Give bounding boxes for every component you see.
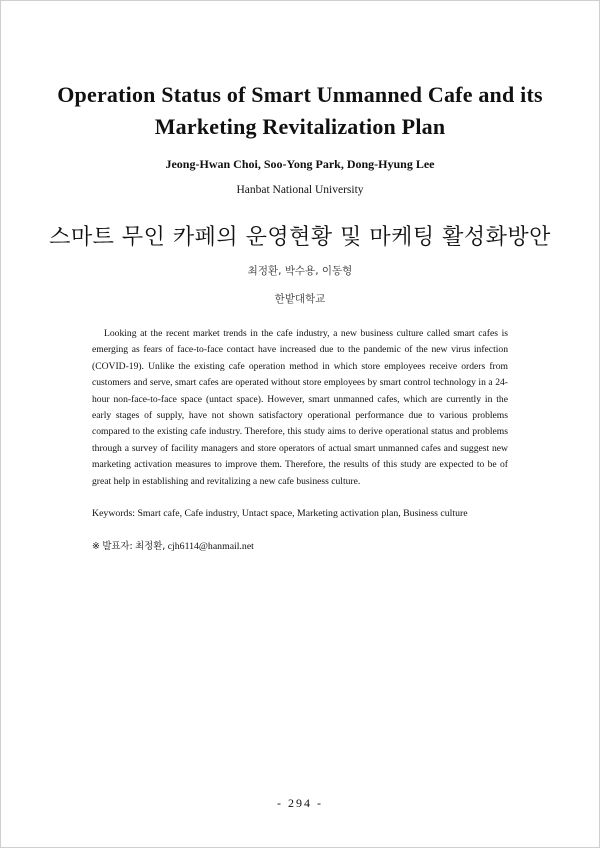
title-line-2: Marketing Revitalization Plan (154, 114, 446, 139)
abstract-paragraph: Looking at the recent market trends in the cafe industry, a new business culture called smart cafes is emerging as fears of face-to-face contact have increased due to the pandemic of the new virus infection (COVID-19). Unlike the existing cafe operation method in which store employees receive orders from customers and serve, smart cafes are operated without store employees by smart control technology in a 24-hour non-face-to-face space (untact space). However, smart unmanned cafes, which are currently in the early stages of supply, have not shown satisfactory operational performance due to various problems compared to the existing cafe industry. Therefore, this study aims to derive operational status and problems through a survey of facility managers and store operators of actual smart unmanned cafes and suggest new marketing activation measures to improve them. Therefore, the results of this study are expected to be of great help in establishing and revitalizing a new cafe business culture. (92, 328, 508, 487)
author-list: Jeong-Hwan Choi, Soo-Yong Park, Dong-Hyung Lee (165, 157, 435, 171)
title-line-1: Operation Status of Smart Unmanned Cafe and its (57, 82, 543, 107)
korean-title: 스마트 무인 카페의 운영현황 및 마케팅 활성화방안 (49, 225, 551, 250)
presenter-email: cjh6114@hanmail.net (167, 541, 254, 552)
presenter-name: 최정환, (135, 541, 166, 552)
keywords-line: Keywords: Smart cafe, Cafe industry, Untact space, Marketing activation plan, Business culture (92, 508, 468, 519)
korean-author-list: 최정환, 박수용, 이동형 (247, 265, 353, 277)
reference-mark: ※ (92, 541, 100, 552)
presenter-label: 발표자: (102, 541, 133, 552)
paper-title (1, 79, 599, 143)
affiliation: Hanbat National University (236, 184, 364, 196)
presenter-note (92, 538, 254, 552)
korean-affiliation: 한밭대학교 (274, 293, 326, 305)
page-number: - 294 - (277, 796, 323, 810)
